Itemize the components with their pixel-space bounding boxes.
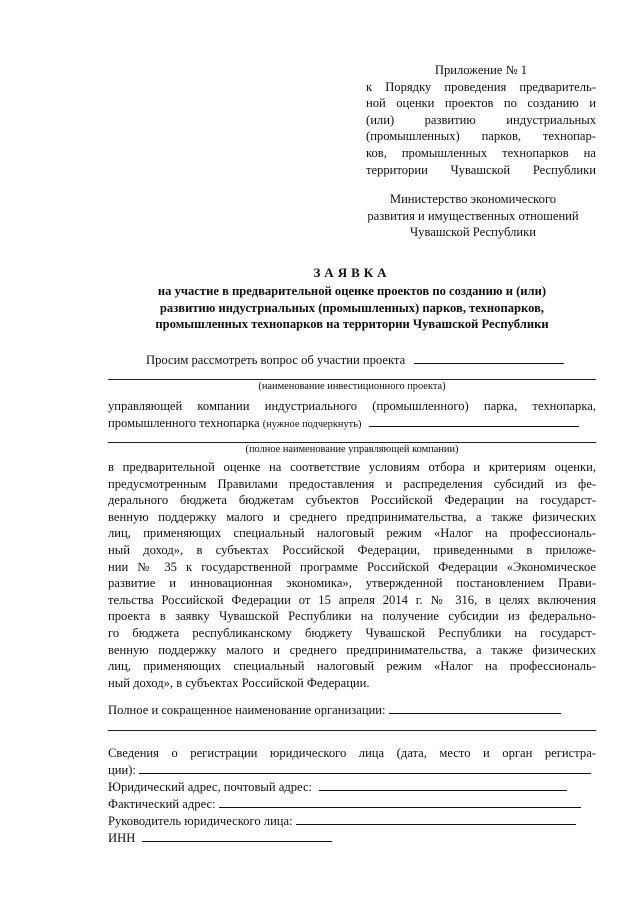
org-name-row [108, 702, 596, 718]
body-line: венную поддержку малого и среднего предпринимательства, а также физических [108, 642, 596, 657]
subtitle-line: на участие в предварительной оценке проектов по созданию и (или) [157, 284, 547, 298]
org-name-blank[interactable] [389, 702, 561, 714]
project-name-blank[interactable] [414, 352, 564, 364]
company-note: (нужное подчеркнуть) [262, 419, 362, 430]
body-line: ный доход», в субъектах Российской Федерации, приведенными в приложе- [108, 542, 596, 557]
appendix-line: территории Чувашской Республики [366, 162, 596, 177]
company-text-1: управляющей компании индустриального (промышленного) парка, технопарка, [108, 399, 596, 413]
legal-address-row [108, 779, 596, 795]
body-line: предусмотренным Правилами предоставления и распределения субсидий из фе- [108, 476, 596, 491]
inn-blank[interactable] [142, 830, 332, 842]
appendix-number: Приложение № 1 [434, 63, 528, 77]
caption-project: (наименование инвестиционного проекта) [258, 381, 446, 392]
appendix-line: ков, промышленных технопарков на [366, 145, 596, 160]
actual-address-label: Фактический адрес: [108, 797, 216, 811]
inn-row [108, 830, 596, 846]
legal-address-label: Юридический адрес, почтовый адрес: [108, 780, 313, 794]
project-name-line[interactable] [108, 379, 596, 380]
body-line: в предварительной оценке на соответствие условиям отбора и критериям оценки, [108, 460, 596, 474]
appendix-text [366, 79, 596, 179]
body-line: го бюджета республиканскому бюджету Чувашской Республики на государст- [108, 625, 596, 640]
actual-address-blank[interactable] [219, 796, 581, 808]
request-text: Просим рассмотреть вопрос об участии проекта [146, 353, 406, 367]
body-line: развитие и инновационная экономика», утвержденной постановлением Прави- [108, 576, 596, 591]
body-paragraph [108, 459, 596, 691]
registration-row-1 [108, 745, 596, 761]
company-row-1 [108, 398, 596, 414]
company-text-2: промышленного технопарка [108, 416, 260, 430]
body-line: дерального бюджета бюджетам субъектов Российской Федерации на государст- [108, 493, 596, 508]
body-line: лиц, применяющих специальный налоговый режим «Налог на профессиональ- [108, 659, 596, 674]
document-title: ЗАЯВКА [313, 265, 391, 280]
registration-blank[interactable] [139, 762, 591, 774]
subtitle-line: развитию индустриальных (промышленных) парков, технопарков, [159, 300, 545, 315]
appendix-line: (промышленных) парков, технопар- [366, 129, 596, 144]
body-line: тельства Российской Федерации от 15 апреля 2014 г. № 316, в целях включения [108, 592, 596, 607]
request-row [108, 352, 596, 368]
addressee-line: развития и имущественных отношений [367, 208, 579, 223]
appendix-line: (или) развитию индустриальных [366, 112, 596, 127]
body-line: лиц, применяющих специальный налоговый режим «Налог на профессиональ- [108, 526, 596, 541]
company-row-2 [108, 415, 596, 433]
appendix-block [366, 62, 596, 178]
subtitle-line: промышленных технопарков на территории Чувашской Республики [155, 317, 549, 332]
body-line: проекта в заявку Чувашской Республики на получение субсидии из федерально- [108, 609, 596, 624]
appendix-line: ной оценки проектов по созданию и [366, 96, 596, 111]
head-label: Руководитель юридического лица: [108, 814, 293, 828]
legal-address-blank[interactable] [319, 779, 567, 791]
actual-address-row [108, 796, 596, 812]
caption-company: (полное наименование управляющей компании) [245, 444, 459, 455]
head-row [108, 813, 596, 829]
company-name-blank[interactable] [369, 415, 579, 427]
body-line: венную поддержку малого и среднего предпринимательства, а также физических [108, 509, 596, 524]
addressee-block [350, 191, 596, 241]
appendix-line: к Порядку проведения предваритель- [366, 79, 596, 94]
addressee-line: Чувашской Республики [410, 225, 536, 240]
company-name-line[interactable] [108, 442, 596, 443]
document-subtitle [108, 283, 596, 333]
org-name-label: Полное и сокращенное наименование организации: [108, 703, 386, 717]
org-name-line[interactable] [108, 730, 596, 731]
registration-label: Сведения о регистрации юридического лица (дата, место и орган регистра- [108, 746, 596, 760]
head-blank[interactable] [296, 813, 576, 825]
registration-label-end: ции): [108, 763, 136, 777]
body-line: ный доход», в субъектах Российской Федерации. [108, 675, 370, 690]
addressee-line: Министерство экономического [389, 192, 557, 206]
body-line: нии № 35 к государственной программе Российской Федерации «Экономическое [108, 559, 596, 574]
inn-label: ИНН [108, 831, 136, 845]
registration-row-2 [108, 762, 596, 778]
